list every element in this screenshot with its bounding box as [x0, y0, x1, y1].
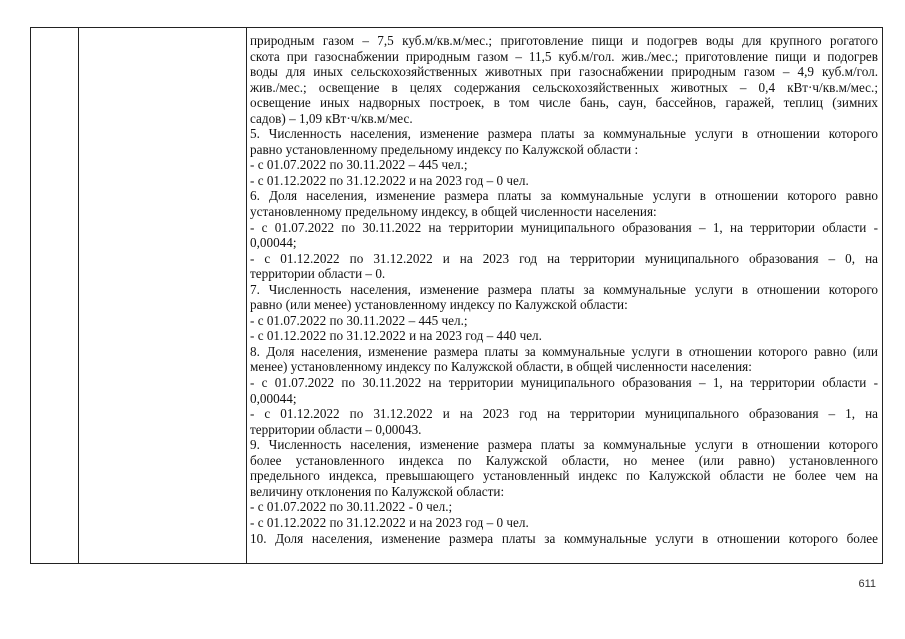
text-line: менее) установленному индексу по Калужской области, в общей численности населения: — [250, 359, 752, 375]
text-line: 6. Доля населения, изменение размера платы за коммунальные услуги в отношении которого равно — [250, 188, 878, 204]
text-line: воды для иных сельскохозяйственных животных при газоснабжении природным газом – 4,9 куб.м/гол. — [250, 64, 878, 80]
text-line: освещение иных надворных построек, в том числе бань, саун, бассейнов, гаражей, теплиц (зимних — [250, 95, 878, 111]
table-cell-text — [250, 33, 878, 546]
text-line: 7. Численность населения, изменение размера платы за коммунальные услуги в отношении которого — [250, 281, 878, 297]
text-line: скота при газоснабжении природным газом – 11,5 куб.м/гол. жив./мес.; приготовление пищи и подогрев — [250, 48, 878, 64]
text-line: 8. Доля населения, изменение размера платы за коммунальные услуги в отношении которого равно (или — [250, 343, 878, 359]
text-line: - с 01.12.2022 по 31.12.2022 и на 2023 год на территории муниципального образования – 0, на — [250, 250, 878, 266]
text-line: - с 01.07.2022 по 30.11.2022 – 445 чел.; — [250, 312, 468, 328]
column-divider-2 — [246, 28, 247, 563]
text-line: равно установленному предельному индексу по Калужской области : — [250, 141, 639, 157]
text-line: - с 01.07.2022 по 30.11.2022 на территории муниципального образования – 1, на территории области - — [250, 375, 878, 391]
text-line: - с 01.12.2022 по 31.12.2022 и на 2023 год – 0 чел. — [250, 514, 529, 530]
text-line: 5. Численность населения, изменение размера платы за коммунальные услуги в отношении которого — [250, 126, 878, 142]
text-line: - с 01.07.2022 по 30.11.2022 на территории муниципального образования – 1, на территории области - — [250, 219, 878, 235]
text-line: более установленного индекса по Калужской области, но менее (или равно) установленного — [250, 452, 878, 468]
text-line: жив./мес.; освещение в целях содержания сельскохозяйственных животных – 0,4 кВт·ч/кв.м/мес.; — [250, 79, 878, 95]
text-line: территории области – 0,00043. — [250, 421, 422, 437]
text-line: 9. Численность населения, изменение размера платы за коммунальные услуги в отношении которого — [250, 437, 878, 453]
text-line: - с 01.07.2022 по 30.11.2022 – 445 чел.; — [250, 157, 468, 173]
text-line: равно (или менее) установленному индексу по Калужской области: — [250, 297, 628, 313]
text-line: 0,00044; — [250, 390, 297, 406]
text-line: садов) – 1,09 кВт·ч/кв.м/мес. — [250, 110, 413, 126]
text-line: территории области – 0. — [250, 266, 386, 282]
text-line: величину отклонения по Калужской области: — [250, 483, 505, 499]
text-line: 0,00044; — [250, 235, 297, 251]
page-number: 611 — [858, 578, 876, 590]
text-line: - с 01.12.2022 по 31.12.2022 и на 2023 год – 0 чел. — [250, 172, 529, 188]
document-table — [30, 27, 883, 564]
text-line: природным газом – 7,5 куб.м/кв.м/мес.; приготовление пищи и подогрев воды для крупного рогатого — [250, 33, 878, 48]
text-line: - с 01.12.2022 по 31.12.2022 и на 2023 год на территории муниципального образования – 1, на — [250, 406, 878, 422]
text-line: - с 01.12.2022 по 31.12.2022 и на 2023 год – 440 чел. — [250, 328, 542, 344]
text-line: - с 01.07.2022 по 30.11.2022 - 0 чел.; — [250, 499, 453, 515]
column-divider-1 — [78, 28, 79, 563]
text-line: 10. Доля населения, изменение размера платы за коммунальные услуги в отношении которого более — [250, 530, 878, 546]
text-line: установленному предельному индексу, в общей численности населения: — [250, 204, 657, 220]
text-line: предельного индекса, превышающего установленный индекс по Калужской области не более чем на — [250, 468, 878, 484]
